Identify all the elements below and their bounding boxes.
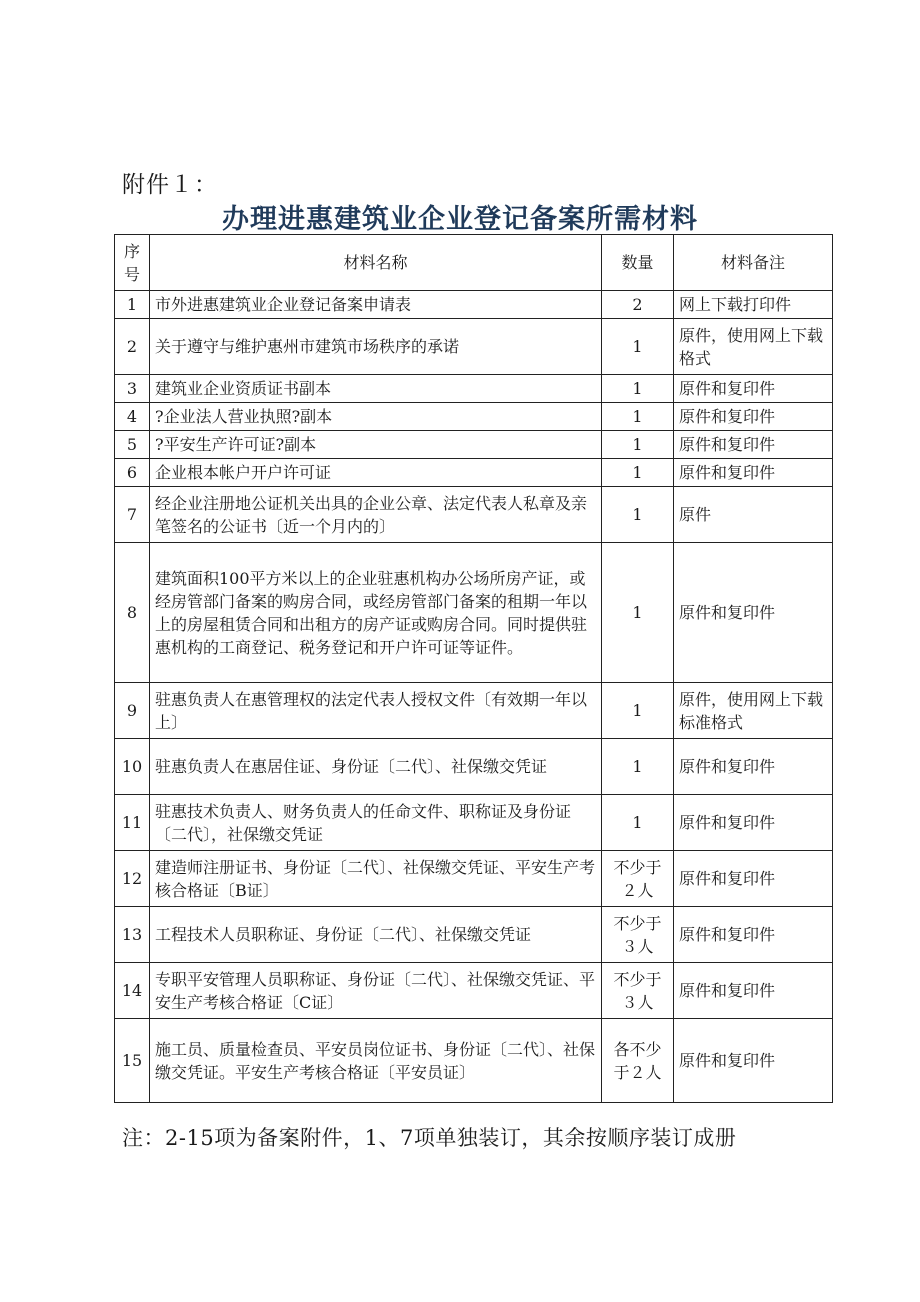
material-name: 驻惠技术负责人、财务负责人的任命文件、职称证及身份证〔二代〕，社保缴交凭证 xyxy=(150,795,602,851)
header-name: 材料名称 xyxy=(150,235,602,291)
materials-table xyxy=(114,234,833,1103)
material-quantity: 不少于３人 xyxy=(602,963,674,1019)
document-title: 办理进惠建筑业企业登记备案所需材料 xyxy=(222,204,698,235)
material-remark: 原件和复印件 xyxy=(674,851,833,907)
table-row xyxy=(115,375,833,403)
table-header-row xyxy=(115,235,833,291)
material-quantity: 1 xyxy=(602,795,674,851)
material-name: 市外进惠建筑业企业登记备案申请表 xyxy=(150,291,602,319)
row-number: 5 xyxy=(115,431,150,459)
row-number: 2 xyxy=(115,319,150,375)
material-remark: 原件 xyxy=(674,487,833,543)
material-name: 经企业注册地公证机关出具的企业公章、法定代表人私章及亲笔签名的公证书〔近一个月内的〕 xyxy=(150,487,602,543)
row-number: 13 xyxy=(115,907,150,963)
attachment-label: 附件１： xyxy=(122,172,218,198)
table-row xyxy=(115,319,833,375)
material-name: 工程技术人员职称证、身份证〔二代〕、社保缴交凭证 xyxy=(150,907,602,963)
material-quantity: 不少于３人 xyxy=(602,907,674,963)
material-remark: 原件和复印件 xyxy=(674,375,833,403)
material-remark: 原件和复印件 xyxy=(674,431,833,459)
row-number: 7 xyxy=(115,487,150,543)
row-number: 9 xyxy=(115,683,150,739)
material-quantity: 1 xyxy=(602,487,674,543)
material-quantity: 2 xyxy=(602,291,674,319)
material-name: 施工员、质量检查员、平安员岗位证书、身份证〔二代〕、社保缴交凭证。平安生产考核合格证〔平安员证〕 xyxy=(150,1019,602,1103)
material-remark: 原件，使用网上下载格式 xyxy=(674,319,833,375)
table-row xyxy=(115,543,833,683)
table-row xyxy=(115,851,833,907)
table-body xyxy=(115,291,833,1103)
row-number: 12 xyxy=(115,851,150,907)
material-remark: 原件和复印件 xyxy=(674,459,833,487)
table-row xyxy=(115,683,833,739)
material-quantity: 各不少于２人 xyxy=(602,1019,674,1103)
row-number: 10 xyxy=(115,739,150,795)
material-remark: 原件，使用网上下载标准格式 xyxy=(674,683,833,739)
material-quantity: 1 xyxy=(602,459,674,487)
material-remark: 原件和复印件 xyxy=(674,403,833,431)
material-quantity: 1 xyxy=(602,403,674,431)
table-row xyxy=(115,739,833,795)
material-name: ?企业法人营业执照?副本 xyxy=(150,403,602,431)
table-row xyxy=(115,291,833,319)
header-no: 序号 xyxy=(115,235,150,291)
material-remark: 原件和复印件 xyxy=(674,1019,833,1103)
row-number: 8 xyxy=(115,543,150,683)
table-row xyxy=(115,403,833,431)
row-number: 4 xyxy=(115,403,150,431)
row-number: 14 xyxy=(115,963,150,1019)
material-name: 驻惠负责人在惠居住证、身份证〔二代〕、社保缴交凭证 xyxy=(150,739,602,795)
material-quantity: 1 xyxy=(602,375,674,403)
table-row xyxy=(115,459,833,487)
header-remark: 材料备注 xyxy=(674,235,833,291)
table-row xyxy=(115,795,833,851)
material-remark: 原件和复印件 xyxy=(674,739,833,795)
row-number: 11 xyxy=(115,795,150,851)
header-qty: 数量 xyxy=(602,235,674,291)
table-row xyxy=(115,907,833,963)
table-row xyxy=(115,431,833,459)
material-remark: 原件和复印件 xyxy=(674,963,833,1019)
material-name: 建造师注册证书、身份证〔二代〕、社保缴交凭证、平安生产考核合格证〔B证〕 xyxy=(150,851,602,907)
material-name: 驻惠负责人在惠管理权的法定代表人授权文件〔有效期一年以上〕 xyxy=(150,683,602,739)
table-row xyxy=(115,963,833,1019)
material-name: 企业根本帐户开户许可证 xyxy=(150,459,602,487)
material-name: 建筑业企业资质证书副本 xyxy=(150,375,602,403)
material-remark: 网上下载打印件 xyxy=(674,291,833,319)
material-quantity: 1 xyxy=(602,319,674,375)
material-remark: 原件和复印件 xyxy=(674,795,833,851)
material-name: 关于遵守与维护惠州市建筑市场秩序的承诺 xyxy=(150,319,602,375)
row-number: 3 xyxy=(115,375,150,403)
material-quantity: 1 xyxy=(602,431,674,459)
row-number: 15 xyxy=(115,1019,150,1103)
row-number: 1 xyxy=(115,291,150,319)
material-quantity: 不少于２人 xyxy=(602,851,674,907)
footnote: 注：2-15项为备案附件，1、7项单独装订，其余按顺序装订成册 xyxy=(122,1126,737,1150)
material-quantity: 1 xyxy=(602,543,674,683)
material-name: ?平安生产许可证?副本 xyxy=(150,431,602,459)
table-row xyxy=(115,1019,833,1103)
row-number: 6 xyxy=(115,459,150,487)
material-quantity: 1 xyxy=(602,683,674,739)
material-remark: 原件和复印件 xyxy=(674,543,833,683)
table-row xyxy=(115,487,833,543)
material-quantity: 1 xyxy=(602,739,674,795)
material-name: 专职平安管理人员职称证、身份证〔二代〕、社保缴交凭证、平安生产考核合格证〔C证〕 xyxy=(150,963,602,1019)
material-remark: 原件和复印件 xyxy=(674,907,833,963)
material-name: 建筑面积100平方米以上的企业驻惠机构办公场所房产证，或经房管部门备案的购房合同，或经房管部门备案的租期一年以上的房屋租赁合同和出租方的房产证或购房合同。同时提供驻惠机构的工商登记、税务登记和开户许可证等证件。 xyxy=(150,543,602,683)
